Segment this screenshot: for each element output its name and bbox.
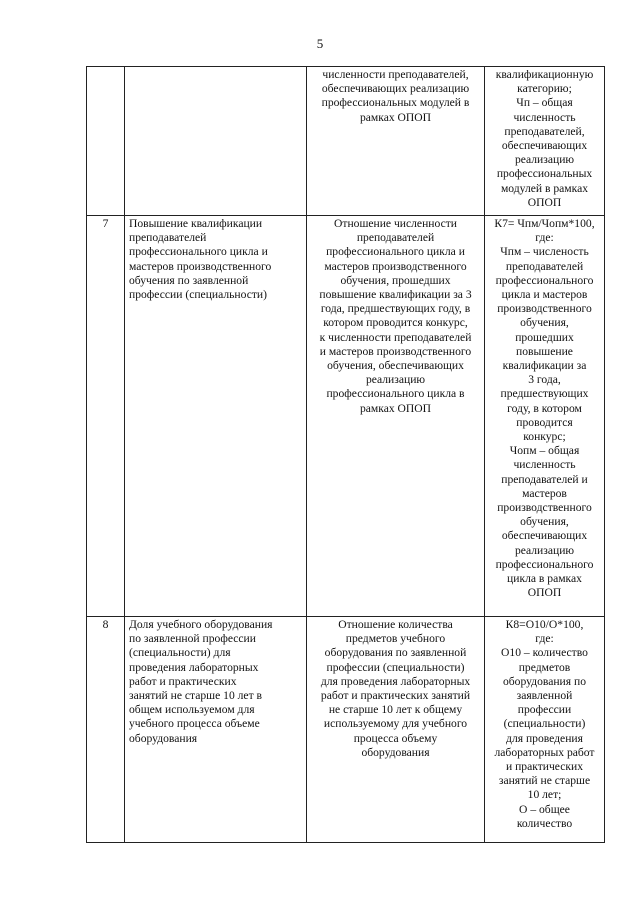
formula-line: К7= Чпм/Чопм*100, [494,217,595,230]
formula-line: обеспечивающих [501,139,588,153]
indicator-cell [125,216,307,617]
method-line: процесса объему [353,731,438,745]
method-line: и мастеров производственного [319,344,472,358]
criteria-table-body [87,67,605,843]
row-number: 7 [102,217,109,230]
formula-cell [485,67,605,216]
formula-line: предшествующих [500,387,589,401]
formula-line: реализацию [514,153,575,167]
indicator-line: занятий не старше 10 лет в [129,689,263,703]
formula-line: занятий не старше [498,774,591,788]
table-row [87,617,605,843]
formula-line: цикла и мастеров [501,288,588,302]
formula-line: Чопм – общая [509,444,580,458]
formula-line: квалификационную [495,68,594,81]
indicator-line: профессионального цикла и [129,245,268,259]
formula-line: производственного [497,501,592,515]
formula-line: году, в котором [507,401,582,415]
method-line: не старше 10 лет к общему [328,703,463,717]
method-line: мастеров производственного [324,259,467,273]
method-line: повышение квалификации за 3 [319,288,472,302]
formula-line: Чпм – численость [500,245,589,259]
formula-line: К8=О10/О*100, [505,618,584,631]
method-line: преподавателей [356,231,435,245]
method-line: используемому для учебного [323,717,468,731]
formula-line: и практических [505,760,584,774]
method-line: предметов учебного [345,632,446,646]
formula-line: предметов [518,660,571,674]
formula-line: лабораторных работ [494,745,595,759]
page-number: 5 [316,36,324,51]
formula-line: повышение [516,344,573,358]
method-line: профессиональных модулей в [321,96,470,110]
indicator-line: Доля учебного оборудования [129,618,273,631]
method-line: к численности преподавателей [319,330,472,344]
formula-line: преподавателей, [504,124,585,138]
method-line: профессионального цикла в [326,387,465,401]
indicator-line: мастеров производственного [129,259,272,273]
indicator-line: оборудования [129,731,198,745]
indicator-line: учебного процесса объеме [129,717,260,731]
indicator-line: Повышение квалификации [129,217,263,230]
row-number-cell [87,617,125,843]
formula-line: О10 – количество [501,646,588,660]
method-line: обучения, обеспечивающих [327,359,464,373]
formula-line: профессиональных [496,167,593,181]
method-line: Отношение количества [338,618,453,631]
formula-cell [485,216,605,617]
indicator-line: работ и практических [129,674,237,688]
formula-line: конкурс; [523,430,566,444]
method-line: для проведения лабораторных [320,674,471,688]
formula-line: где: [535,632,554,646]
formula-line: цикла в рамках [507,572,582,586]
formula-line: О – общее [519,802,570,816]
formula-line: производственного [497,302,592,316]
indicator-line: (специальности) для [129,646,231,660]
formula-line: (специальности) [503,717,586,731]
formula-line: оборудования по [502,674,586,688]
formula-line: численность [513,458,576,472]
formula-line: профессионального [495,273,594,287]
formula-line: ОПОП [527,195,562,209]
formula-line: для проведения [506,731,583,745]
indicator-line: обучения по заявленной [129,273,249,287]
method-line: реализацию [365,373,426,387]
formula-line: категорию; [517,82,572,96]
indicator-cell [125,617,307,843]
method-cell [307,67,485,216]
formula-line: Чп – общая [516,96,573,110]
indicator-cell [125,67,307,216]
method-line: Отношение численности [334,217,457,230]
formula-line: преподавателей [505,259,584,273]
method-line: оборудования по заявленной [324,646,467,660]
formula-line: 3 года, [528,373,561,387]
formula-line: ОПОП [527,586,562,600]
formula-line: проводится [516,415,573,429]
row-number: 8 [102,618,109,631]
formula-line: обучения, [520,515,569,529]
row-number-cell [87,216,125,617]
formula-line: профессионального [495,557,594,571]
formula-line: где: [535,231,554,245]
formula-line: квалификации за [502,359,587,373]
formula-line: количество [516,816,573,830]
method-line: работ и практических занятий [320,689,471,703]
formula-line: 10 лет; [527,788,562,802]
formula-line: модулей в рамках [500,181,589,195]
method-line: котором проводится конкурс, [323,316,468,330]
method-line: оборудования [361,745,430,759]
indicator-line: общем используемом для [129,703,255,717]
formula-line: обеспечивающих [501,529,588,543]
method-line: года, предшествующих году, в [320,302,471,316]
table-row [87,216,605,617]
method-line: рамках ОПОП [359,110,432,124]
method-line: численности преподавателей, [322,68,469,81]
method-cell [307,617,485,843]
method-line: рамках ОПОП [359,401,432,415]
row-number-cell [87,67,125,216]
formula-line: обучения, [520,316,569,330]
formula-line: численность [513,110,576,124]
formula-line: заявленной [516,689,573,703]
formula-cell [485,617,605,843]
indicator-line: по заявленной профессии [129,632,256,646]
method-line: профессионального цикла и [326,245,465,259]
formula-line: профессии [517,703,572,717]
method-line: обучения, прошедших [340,273,451,287]
formula-line: преподавателей и [501,472,588,486]
indicator-line: профессии (специальности) [129,288,267,302]
method-line: профессии (специальности) [326,660,465,674]
criteria-table [86,66,605,843]
table-row [87,67,605,216]
indicator-line: проведения лабораторных [129,660,259,674]
formula-line: реализацию [514,543,575,557]
formula-line: мастеров [522,486,567,500]
formula-line: прошедших [515,330,574,344]
method-line: обеспечивающих реализацию [321,82,470,96]
indicator-line: преподавателей [129,231,207,245]
method-cell [307,216,485,617]
